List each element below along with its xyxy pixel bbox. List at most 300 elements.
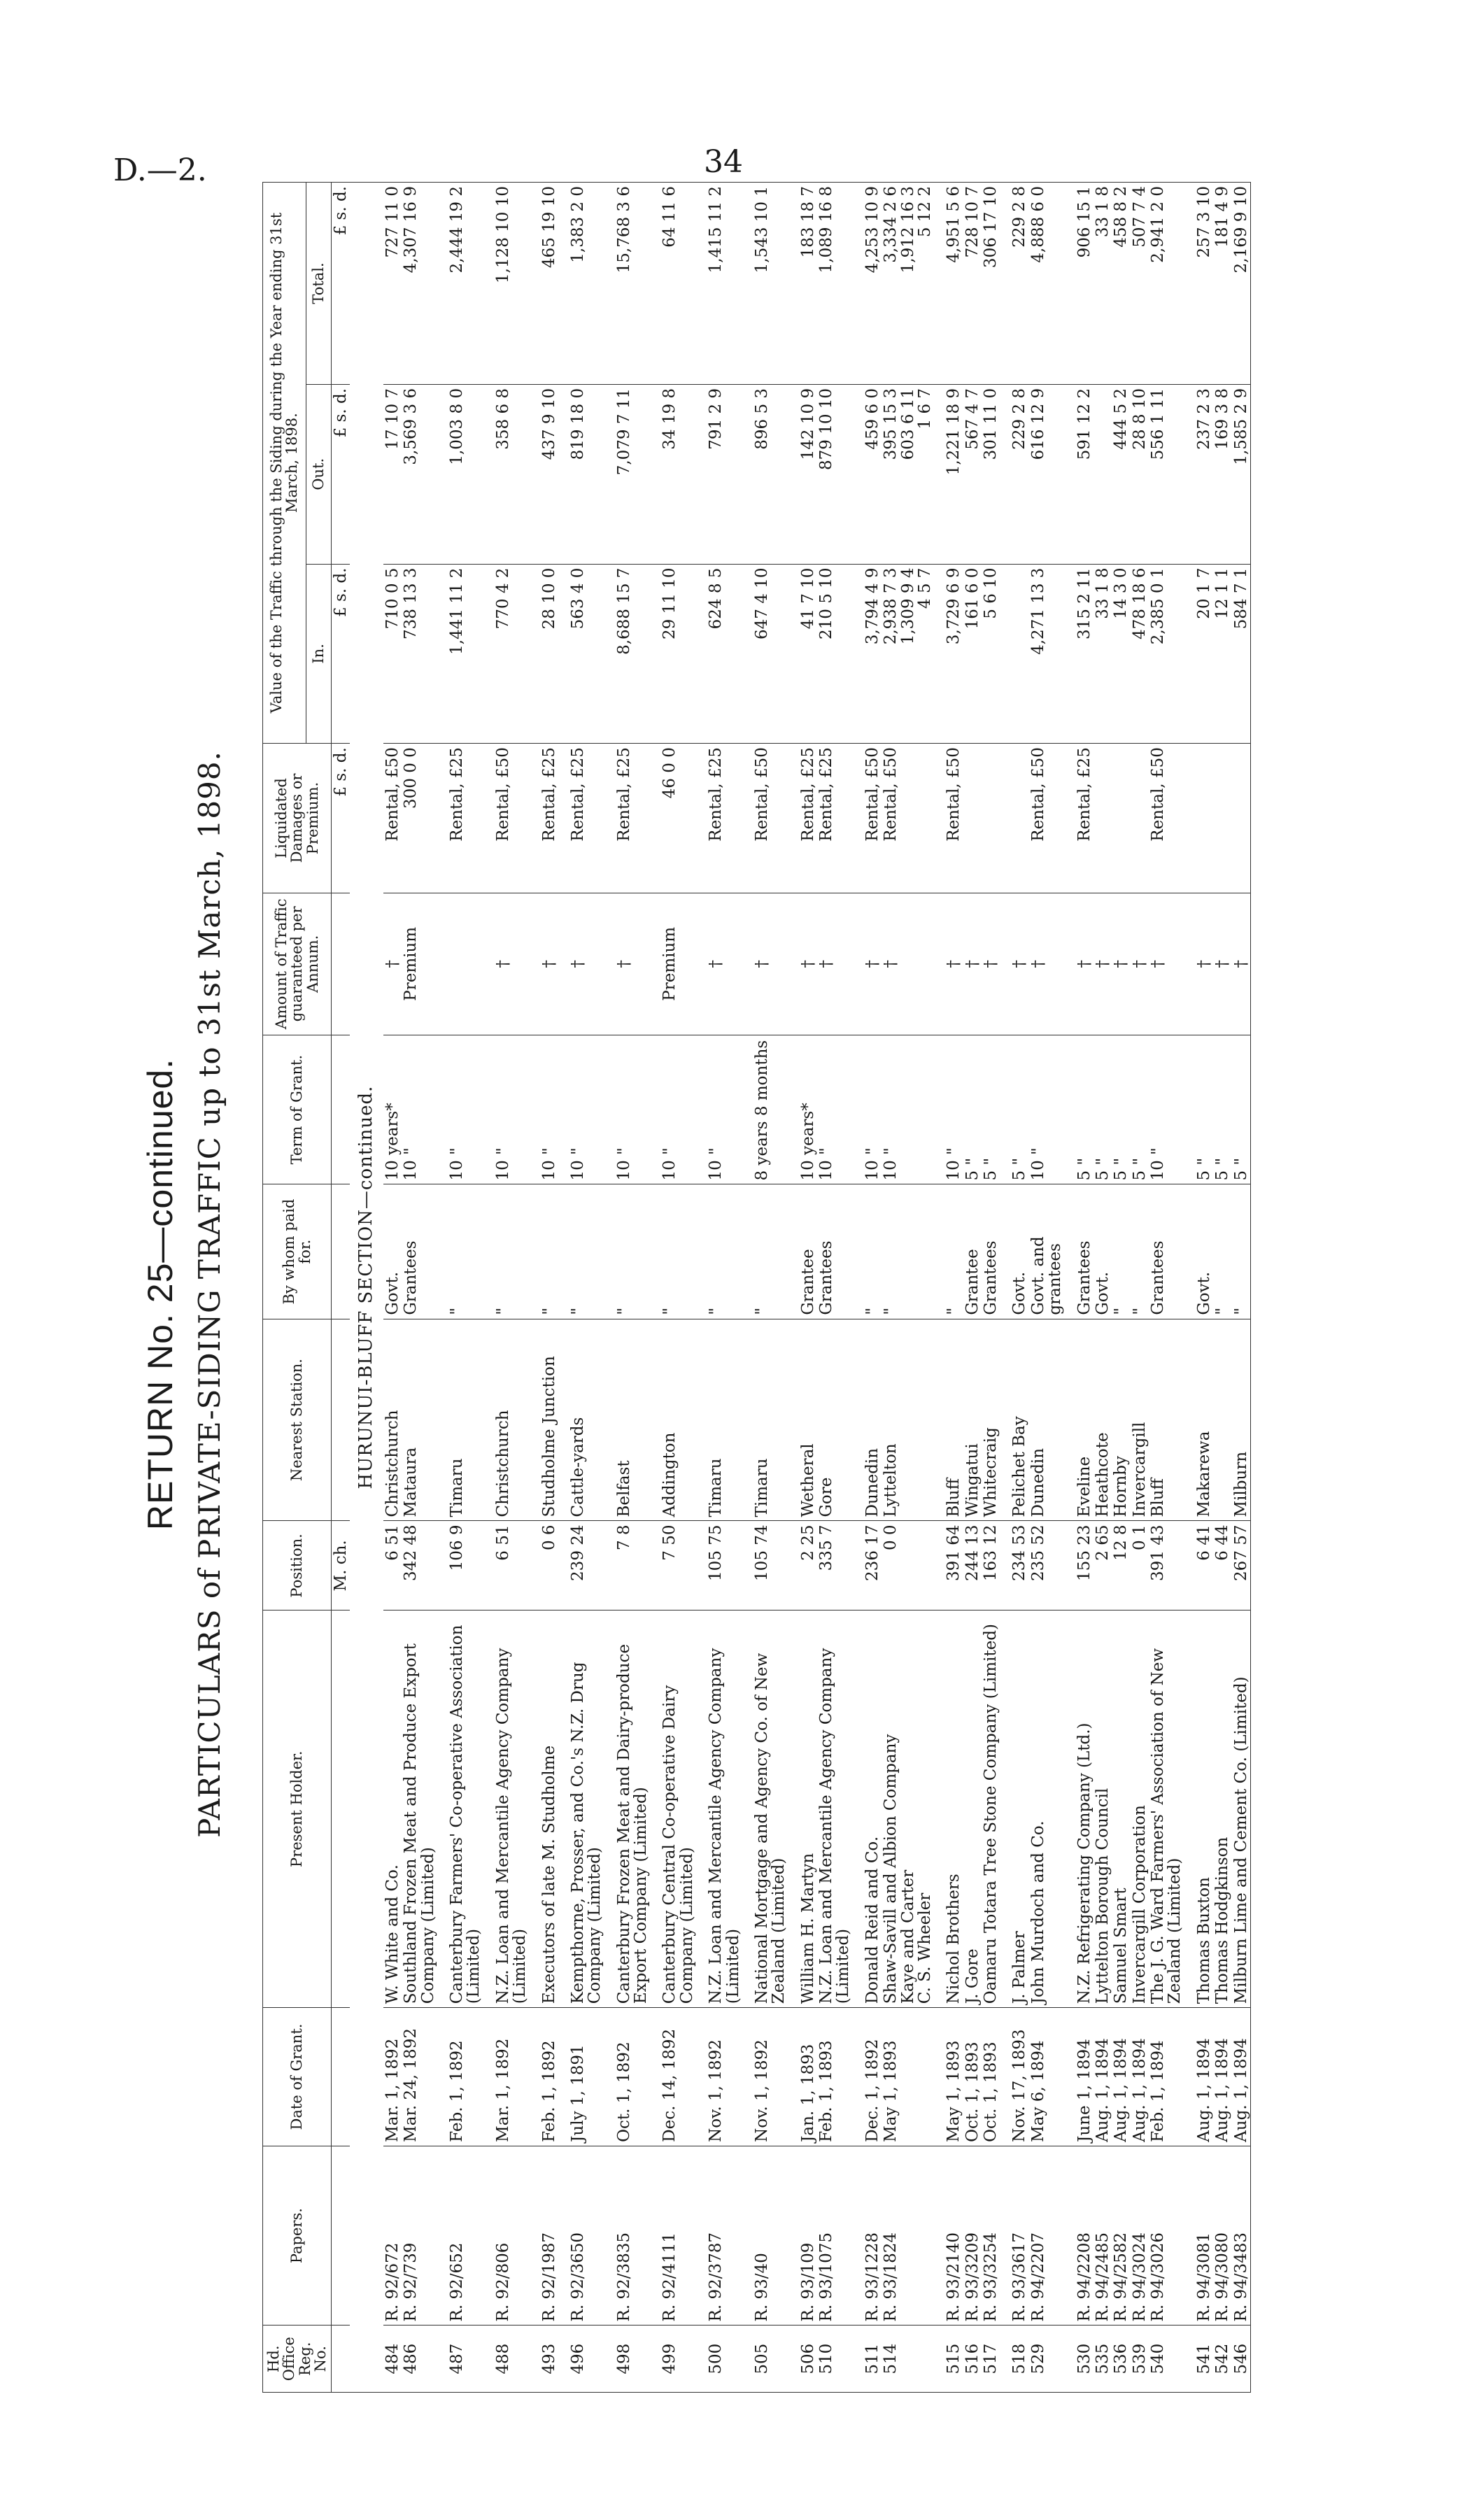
in-cell: 20 1 7 [1184, 564, 1213, 744]
station-cell: Bluff [1149, 1319, 1184, 1521]
in-cell: 4,271 13 3 [1029, 564, 1065, 744]
table-row [650, 183, 696, 2393]
total-cell: 728 10 7 [963, 183, 982, 385]
out-cell: 34 19 8 [650, 384, 696, 564]
papers-cell: R. 92/1987 [530, 2146, 558, 2326]
reg-cell: 517 [982, 2326, 1000, 2393]
out-cell: 358 6 8 [483, 384, 530, 564]
out-cell: 1,585 2 9 [1232, 384, 1251, 564]
station-cell: Dunedin [853, 1319, 882, 1521]
paid-by-cell: " [742, 1184, 788, 1319]
position-cell: 106 9 [437, 1521, 483, 1611]
paid-by-cell: Grantee [788, 1184, 817, 1319]
position-cell: 234 53 [1000, 1521, 1028, 1611]
term-cell: 10 years* [788, 1035, 817, 1184]
table-row [1213, 183, 1231, 2393]
col-header-term: Term of Grant. [263, 1035, 332, 1184]
paid-by-cell: " [1213, 1184, 1231, 1319]
papers-cell: R. 92/652 [437, 2146, 483, 2326]
papers-cell: R. 93/1824 [882, 2146, 934, 2326]
term-cell: 10 " [1029, 1035, 1065, 1184]
table-row [742, 183, 788, 2393]
term-cell: 5 " [1131, 1035, 1149, 1184]
table-row [1131, 183, 1149, 2393]
amount-cell: Premium [402, 893, 437, 1035]
table-row [530, 183, 558, 2393]
reg-cell: 514 [882, 2326, 934, 2393]
term-cell: 10 " [1149, 1035, 1184, 1184]
table-row [402, 183, 437, 2393]
in-cell: 33 1 8 [1094, 564, 1112, 744]
holder-cell: N.Z. Loan and Mercantile Agency Company (Limited) [817, 1611, 853, 2008]
position-cell: 155 23 [1065, 1521, 1094, 1611]
paid-by-cell: " [934, 1184, 963, 1319]
papers-cell: R. 94/2582 [1112, 2146, 1130, 2326]
in-cell: 161 6 0 [963, 564, 982, 744]
holder-cell: Lyttelton Borough Council [1094, 1611, 1112, 2008]
table-row [1029, 183, 1065, 2393]
liquidated-cell: 300 0 0 [402, 744, 437, 893]
amount-cell: † [963, 893, 982, 1035]
col-header-station: Nearest Station. [263, 1319, 332, 1521]
term-cell: 10 years* [383, 1035, 402, 1184]
col-header-out: Out. [306, 384, 331, 564]
out-cell: 301 11 0 [982, 384, 1000, 564]
liquidated-cell [1000, 744, 1028, 893]
reg-cell: 530 [1065, 2326, 1094, 2393]
position-cell: 7 8 [604, 1521, 651, 1611]
term-cell: 10 " [558, 1035, 604, 1184]
papers-cell: R. 94/2485 [1094, 2146, 1112, 2326]
papers-cell: R. 93/3617 [1000, 2146, 1028, 2326]
out-cell: 896 5 3 [742, 384, 788, 564]
total-cell: 4,307 16 9 [402, 183, 437, 385]
date-cell: Dec. 1, 1892 [853, 2008, 882, 2146]
reg-cell: 488 [483, 2326, 530, 2393]
station-cell: Lyttelton [882, 1319, 934, 1521]
holder-cell: Kempthorne, Prosser, and Co.'s N.Z. Drug Company (Limited) [558, 1611, 604, 2008]
in-cell: 12 1 1 [1213, 564, 1231, 744]
out-cell: 616 12 9 [1029, 384, 1065, 564]
amount-cell: † [1029, 893, 1065, 1035]
out-cell: 791 2 9 [696, 384, 742, 564]
date-cell: Feb. 1, 1892 [530, 2008, 558, 2146]
liquidated-cell [1131, 744, 1149, 893]
in-cell: 5 6 10 [982, 564, 1000, 744]
holder-cell: Nichol Brothers [934, 1611, 963, 2008]
table-row [817, 183, 853, 2393]
amount-cell: † [882, 893, 934, 1035]
station-cell: Eveline [1065, 1319, 1094, 1521]
date-cell: Nov. 1, 1892 [696, 2008, 742, 2146]
liquidated-cell: Rental, £50 [1149, 744, 1184, 893]
unit-total: £ s. d. [332, 183, 351, 385]
station-cell: Timaru [742, 1319, 788, 1521]
position-cell: 12 8 [1112, 1521, 1130, 1611]
holder-cell: J. Gore [963, 1611, 982, 2008]
papers-cell: R. 92/739 [402, 2146, 437, 2326]
reg-cell: 542 [1213, 2326, 1231, 2393]
total-cell: 727 11 0 [383, 183, 402, 385]
papers-cell: R. 94/2207 [1029, 2146, 1065, 2326]
in-cell: 3,729 6 9 [934, 564, 963, 744]
date-cell: Mar. 1, 1892 [383, 2008, 402, 2146]
out-cell [1094, 384, 1112, 564]
holder-cell: Canterbury Farmers' Co-operative Association (Limited) [437, 1611, 483, 2008]
date-cell: July 1, 1891 [558, 2008, 604, 2146]
reg-cell: 539 [1131, 2326, 1149, 2393]
term-cell: 5 " [963, 1035, 982, 1184]
in-cell: 14 3 0 [1112, 564, 1130, 744]
date-cell: Feb. 1, 1892 [437, 2008, 483, 2146]
total-cell: 229 2 8 [1000, 183, 1028, 385]
date-cell: Nov. 17, 1893 [1000, 2008, 1028, 2146]
date-cell: Oct. 1, 1892 [604, 2008, 651, 2146]
reg-cell: 510 [817, 2326, 853, 2393]
position-cell: 6 41 [1184, 1521, 1213, 1611]
reg-cell: 541 [1184, 2326, 1213, 2393]
out-cell: 7,079 7 11 [604, 384, 651, 564]
reg-cell: 540 [1149, 2326, 1184, 2393]
position-cell: 2 65 [1094, 1521, 1112, 1611]
papers-cell: R. 92/672 [383, 2146, 402, 2326]
position-cell: 2 25 [788, 1521, 817, 1611]
station-cell: Milburn [1232, 1319, 1251, 1521]
in-cell: 770 4 2 [483, 564, 530, 744]
in-cell: 8,688 15 7 [604, 564, 651, 744]
total-cell: 2,169 9 10 [1232, 183, 1251, 385]
amount-cell: † [383, 893, 402, 1035]
table-row [853, 183, 882, 2393]
station-cell: Cattle-yards [558, 1319, 604, 1521]
col-header-total: Total. [306, 183, 331, 385]
out-cell: 28 8 10 [1131, 384, 1149, 564]
reg-cell: 496 [558, 2326, 604, 2393]
reg-cell: 486 [402, 2326, 437, 2393]
table-row [1065, 183, 1094, 2393]
station-cell: Timaru [437, 1319, 483, 1521]
liquidated-cell: 46 0 0 [650, 744, 696, 893]
reg-cell: 499 [650, 2326, 696, 2393]
date-cell: Aug. 1, 1894 [1184, 2008, 1213, 2146]
liquidated-cell: Rental, £25 [604, 744, 651, 893]
paid-by-cell: Grantees [402, 1184, 437, 1319]
out-cell: 567 4 7 [963, 384, 982, 564]
total-cell: 1,383 2 0 [558, 183, 604, 385]
papers-cell: R. 93/2140 [934, 2146, 963, 2326]
col-header-liquidated: Liquidated Damages or Premium. [263, 744, 332, 893]
term-cell: 10 " [817, 1035, 853, 1184]
paid-by-cell: " [696, 1184, 742, 1319]
holder-cell: Executors of late M. Studholme [530, 1611, 558, 2008]
station-cell: Makarewa [1184, 1319, 1213, 1521]
in-cell: 2,385 0 1 [1149, 564, 1184, 744]
in-cell: 584 7 1 [1232, 564, 1251, 744]
paid-by-cell: Govt. and grantees [1029, 1184, 1065, 1319]
station-cell: Gore [817, 1319, 853, 1521]
papers-cell: R. 94/3026 [1149, 2146, 1184, 2326]
liquidated-cell: Rental, £50 [853, 744, 882, 893]
amount-cell: † [1184, 893, 1213, 1035]
out-cell: 1,003 8 0 [437, 384, 483, 564]
station-cell: Mataura [402, 1319, 437, 1521]
station-cell: Belfast [604, 1319, 651, 1521]
liquidated-cell: Rental, £25 [1065, 744, 1094, 893]
paid-by-cell: " [853, 1184, 882, 1319]
total-cell: 1,415 11 2 [696, 183, 742, 385]
amount-cell: † [982, 893, 1000, 1035]
date-cell: Jan. 1, 1893 [788, 2008, 817, 2146]
table-row [1000, 183, 1028, 2393]
papers-cell: R. 93/3209 [963, 2146, 982, 2326]
paid-by-cell: " [1131, 1184, 1149, 1319]
holder-cell: Thomas Hodgkinson [1213, 1611, 1231, 2008]
holder-cell: Shaw-Savill and Albion Company Kaye and Carter C. S. Wheeler [882, 1611, 934, 2008]
out-cell: 444 5 2 [1112, 384, 1130, 564]
total-cell: 15,768 3 6 [604, 183, 651, 385]
term-cell: 10 " [604, 1035, 651, 1184]
amount-cell: † [934, 893, 963, 1035]
total-cell: 183 18 7 [788, 183, 817, 385]
holder-cell: N.Z. Loan and Mercantile Agency Company (Limited) [483, 1611, 530, 2008]
term-cell: 5 " [1184, 1035, 1213, 1184]
holder-cell: Canterbury Frozen Meat and Dairy-produce Export Company (Limited) [604, 1611, 651, 2008]
amount-cell: † [1149, 893, 1184, 1035]
amount-cell: Premium [650, 893, 696, 1035]
amount-cell: † [817, 893, 853, 1035]
date-cell: Feb. 1, 1894 [1149, 2008, 1184, 2146]
private-siding-table [262, 182, 1251, 2393]
date-cell: Aug. 1, 1894 [1094, 2008, 1112, 2146]
position-cell: 244 13 [963, 1521, 982, 1611]
table-row [558, 183, 604, 2393]
table-row [1184, 183, 1213, 2393]
station-cell [1213, 1319, 1231, 1521]
in-cell: 563 4 0 [558, 564, 604, 744]
term-cell: 10 " [437, 1035, 483, 1184]
position-cell: 6 44 [1213, 1521, 1231, 1611]
date-cell: Mar. 1, 1892 [483, 2008, 530, 2146]
reg-cell: 493 [530, 2326, 558, 2393]
in-cell: 2,938 7 3 1,309 9 4 4 5 7 [882, 564, 934, 744]
date-cell: June 1, 1894 [1065, 2008, 1094, 2146]
in-cell: 710 0 5 [383, 564, 402, 744]
term-cell: 10 " [402, 1035, 437, 1184]
papers-cell: R. 92/3787 [696, 2146, 742, 2326]
date-cell: Nov. 1, 1892 [742, 2008, 788, 2146]
unit-liquidated: £ s. d. [332, 744, 351, 893]
table-row [1094, 183, 1112, 2393]
liquidated-cell: Rental, £50 [742, 744, 788, 893]
liquidated-cell [1112, 744, 1130, 893]
station-cell: Timaru [696, 1319, 742, 1521]
page-number: 34 [704, 144, 743, 180]
holder-cell: Canterbury Central Co-operative Dairy Company (Limited) [650, 1611, 696, 2008]
total-cell: 4,253 10 9 [853, 183, 882, 385]
term-cell: 10 " [483, 1035, 530, 1184]
table-row [1232, 183, 1251, 2393]
term-cell: 5 " [982, 1035, 1000, 1184]
paid-by-cell: Grantees [817, 1184, 853, 1319]
total-cell: 306 17 10 [982, 183, 1000, 385]
total-cell: 3,334 2 6 1,912 16 3 5 12 2 [882, 183, 934, 385]
papers-cell: R. 93/1228 [853, 2146, 882, 2326]
term-cell: 10 " [853, 1035, 882, 1184]
reg-cell: 505 [742, 2326, 788, 2393]
date-cell: Aug. 1, 1894 [1213, 2008, 1231, 2146]
document-code: D.—2. [113, 153, 207, 188]
date-cell: Aug. 1, 1894 [1232, 2008, 1251, 2146]
in-cell: 29 11 10 [650, 564, 696, 744]
table-row [882, 183, 934, 2393]
in-cell: 624 8 5 [696, 564, 742, 744]
in-cell: 738 13 3 [402, 564, 437, 744]
paid-by-cell: Grantees [982, 1184, 1000, 1319]
holder-cell: N.Z. Loan and Mercantile Agency Company (Limited) [696, 1611, 742, 2008]
papers-cell: R. 93/109 [788, 2146, 817, 2326]
out-cell: 556 1 11 [1149, 384, 1184, 564]
col-header-value-group: Value of the Traffic through the Siding during the Year ending 31st March, 1898. [263, 183, 306, 744]
date-cell: Oct. 1, 1893 [963, 2008, 982, 2146]
paid-by-cell: Govt. [1000, 1184, 1028, 1319]
station-cell: Wingatui [963, 1319, 982, 1521]
position-cell: 7 50 [650, 1521, 696, 1611]
amount-cell: † [1112, 893, 1130, 1035]
position-cell: 105 74 [742, 1521, 788, 1611]
date-cell: Aug. 1, 1894 [1112, 2008, 1130, 2146]
amount-cell: † [1232, 893, 1251, 1035]
amount-cell: † [1094, 893, 1112, 1035]
term-cell: 5 " [1112, 1035, 1130, 1184]
term-cell: 10 " [934, 1035, 963, 1184]
papers-cell: R. 94/3080 [1213, 2146, 1231, 2326]
amount-cell: † [788, 893, 817, 1035]
in-cell: 1,441 11 2 [437, 564, 483, 744]
liquidated-cell: Rental, £50 [1029, 744, 1065, 893]
paid-by-cell: " [558, 1184, 604, 1319]
holder-cell: W. White and Co. [383, 1611, 402, 2008]
date-cell: May 6, 1894 [1029, 2008, 1065, 2146]
reg-cell: 484 [383, 2326, 402, 2393]
total-cell: 458 8 2 [1112, 183, 1130, 385]
holder-cell: The J. G. Ward Farmers' Association of New Zealand (Limited) [1149, 1611, 1184, 2008]
section-title: HURUNUI-BLUFF SECTION—continued. [350, 183, 383, 2393]
position-cell: 0 6 [530, 1521, 558, 1611]
term-cell: 10 " [650, 1035, 696, 1184]
liquidated-cell: Rental, £50 [383, 744, 402, 893]
station-cell: Bluff [934, 1319, 963, 1521]
out-cell: 17 10 7 [383, 384, 402, 564]
papers-cell: R. 94/3024 [1131, 2146, 1149, 2326]
col-header-date: Date of Grant. [263, 2008, 332, 2146]
holder-cell: Invercargill Corporation [1131, 1611, 1149, 2008]
amount-cell: † [1131, 893, 1149, 1035]
paid-by-cell: Grantee [963, 1184, 982, 1319]
paid-by-cell: Grantees [1065, 1184, 1094, 1319]
table-row [604, 183, 651, 2393]
in-cell: 41 7 10 [788, 564, 817, 744]
term-cell: 5 " [1094, 1035, 1112, 1184]
papers-cell: R. 94/3483 [1232, 2146, 1251, 2326]
amount-cell: † [604, 893, 651, 1035]
amount-cell: † [1213, 893, 1231, 1035]
table-row [934, 183, 963, 2393]
total-cell: 257 3 10 [1184, 183, 1213, 385]
col-header-paid-by: By whom paid for. [263, 1184, 332, 1319]
date-cell: May 1, 1893 [934, 2008, 963, 2146]
paid-by-cell: Govt. [383, 1184, 402, 1319]
total-cell: 4,951 5 6 [934, 183, 963, 385]
total-cell: 1,089 16 8 [817, 183, 853, 385]
holder-cell: William H. Martyn [788, 1611, 817, 2008]
liquidated-cell: Rental, £25 [530, 744, 558, 893]
date-cell: May 1, 1893 [882, 2008, 934, 2146]
amount-cell: † [558, 893, 604, 1035]
liquidated-cell: Rental, £25 [817, 744, 853, 893]
station-cell: Christchurch [483, 1319, 530, 1521]
liquidated-cell: Rental, £25 [558, 744, 604, 893]
term-cell: 5 " [1232, 1035, 1251, 1184]
station-cell: Whitecraig [982, 1319, 1000, 1521]
liquidated-cell [1184, 744, 1213, 893]
date-cell: Aug. 1, 1894 [1131, 2008, 1149, 2146]
col-header-amount: Amount of Traffic guaranteed per Annum. [263, 893, 332, 1035]
amount-cell: † [1000, 893, 1028, 1035]
position-cell: 163 12 [982, 1521, 1000, 1611]
reg-cell: 498 [604, 2326, 651, 2393]
total-cell: 906 15 1 [1065, 183, 1094, 385]
liquidated-cell: Rental, £25 [696, 744, 742, 893]
station-cell: Addington [650, 1319, 696, 1521]
papers-cell: R. 92/3835 [604, 2146, 651, 2326]
position-cell: 236 17 [853, 1521, 882, 1611]
total-cell: 181 4 9 [1213, 183, 1231, 385]
station-cell: Invercargill [1131, 1319, 1149, 1521]
reg-cell: 500 [696, 2326, 742, 2393]
in-cell: 315 2 11 [1065, 564, 1094, 744]
table-row [982, 183, 1000, 2393]
out-cell: 879 10 10 [817, 384, 853, 564]
in-cell: 28 10 0 [530, 564, 558, 744]
liquidated-cell: Rental, £50 [483, 744, 530, 893]
liquidated-cell [1232, 744, 1251, 893]
paid-by-cell: " [437, 1184, 483, 1319]
total-cell: 2,444 19 2 [437, 183, 483, 385]
col-header-papers: Papers. [263, 2146, 332, 2326]
position-cell: 335 7 [817, 1521, 853, 1611]
reg-cell: 487 [437, 2326, 483, 2393]
holder-cell: National Mortgage and Agency Co. of New Zealand (Limited) [742, 1611, 788, 2008]
reg-cell: 506 [788, 2326, 817, 2393]
station-cell: Studholme Junction [530, 1319, 558, 1521]
paid-by-cell: " [604, 1184, 651, 1319]
reg-cell: 511 [853, 2326, 882, 2393]
table-row [788, 183, 817, 2393]
out-cell: 591 12 2 [1065, 384, 1094, 564]
liquidated-cell [963, 744, 982, 893]
in-cell [1000, 564, 1028, 744]
position-cell: 0 0 [882, 1521, 934, 1611]
col-header-reg: Hd. Office Reg. No. [263, 2326, 332, 2393]
term-cell: 10 " [882, 1035, 934, 1184]
amount-cell: † [742, 893, 788, 1035]
reg-cell: 529 [1029, 2326, 1065, 2393]
position-cell: 391 43 [1149, 1521, 1184, 1611]
holder-cell: Samuel Smart [1112, 1611, 1130, 2008]
position-cell: 105 75 [696, 1521, 742, 1611]
out-cell: 819 18 0 [558, 384, 604, 564]
paid-by-cell: Grantees [1149, 1184, 1184, 1319]
